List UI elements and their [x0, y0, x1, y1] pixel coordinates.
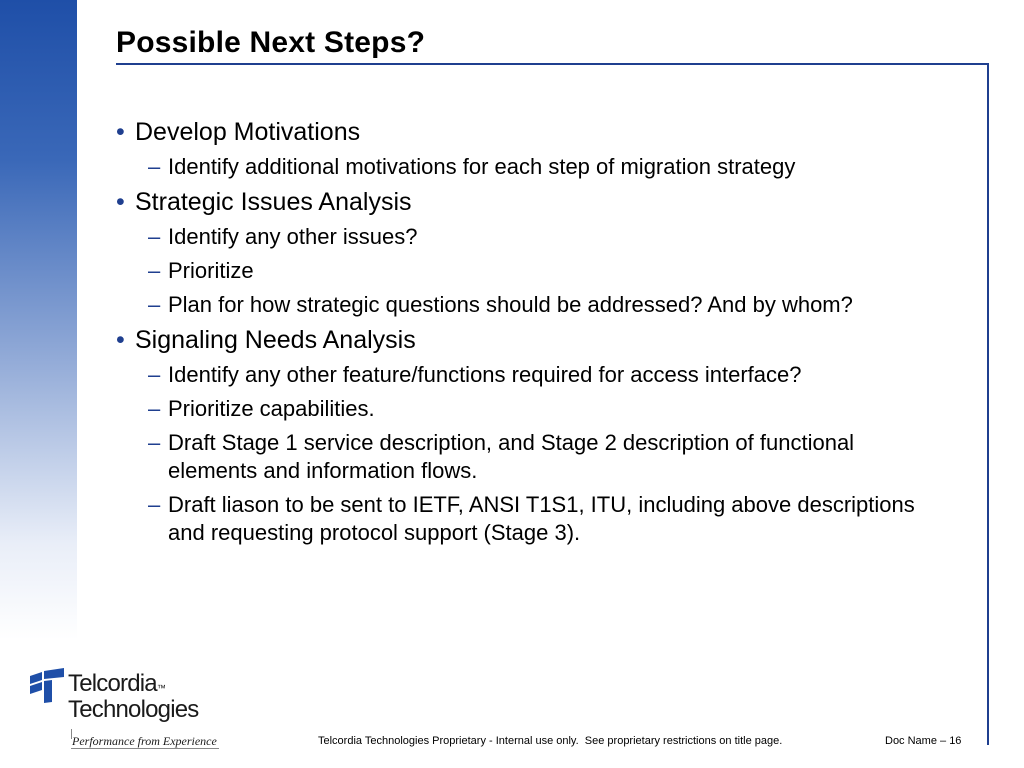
dash-icon: – [148, 430, 161, 455]
side-gradient-band [0, 0, 77, 640]
sub-bullet-item [116, 223, 946, 251]
dash-icon: – [148, 396, 161, 421]
company-logo [28, 668, 228, 753]
sub-bullet-item [116, 257, 946, 285]
bullet-icon: • [116, 188, 125, 216]
bullet-text: Signaling Needs Analysis [135, 326, 416, 354]
dash-icon: – [148, 362, 161, 387]
sub-bullet-item [116, 153, 946, 181]
sub-bullet-text: Identify any other issues? [168, 224, 418, 249]
bullet-icon: • [116, 326, 125, 354]
title-underline [116, 63, 988, 65]
sub-bullet-item [116, 291, 946, 319]
sub-bullet-text: Prioritize [168, 258, 254, 283]
sub-bullet-text: Draft Stage 1 service description, and Stage 2 description of functional elements and information flows. [168, 430, 855, 483]
sub-bullet-item [116, 395, 946, 423]
sub-bullet-text: Identify any other feature/functions required for access interface? [168, 362, 802, 387]
sub-bullet-item [116, 491, 946, 547]
bullet-item [116, 188, 946, 217]
sub-bullet-text: Identify additional motivations for each step of migration strategy [168, 154, 796, 179]
sub-bullet-text: Draft liason to be sent to IETF, ANSI T1S1, ITU, including above descriptions and requesting protocol support (Stage 3). [168, 492, 915, 545]
logo-wordmark-line2: Technologies [68, 696, 199, 723]
dash-icon: – [148, 224, 161, 249]
logo-divider-horizontal [71, 748, 219, 749]
bullet-icon: • [116, 118, 125, 146]
sub-bullet-item [116, 429, 946, 485]
footer-page-reference: Doc Name – 16 [885, 735, 962, 747]
logo-tagline: Performance from Experience [72, 734, 217, 748]
right-border-line [987, 63, 989, 745]
slide-title: Possible Next Steps? [116, 26, 426, 59]
sub-bullet-item [116, 361, 946, 389]
telcordia-logo-icon [28, 668, 66, 706]
bullet-item [116, 118, 946, 147]
trademark-symbol: ™ [156, 683, 166, 693]
sub-bullet-text: Plan for how strategic questions should be addressed? And by whom? [168, 292, 853, 317]
bullet-item [116, 326, 946, 355]
dash-icon: – [148, 258, 161, 283]
bullet-text: Strategic Issues Analysis [135, 188, 412, 216]
dash-icon: – [148, 292, 161, 317]
footer-proprietary-notice: Telcordia Technologies Proprietary - Internal use only. See proprietary restrictions on title page. [318, 735, 783, 747]
logo-line1-text: Telcordia [68, 670, 157, 697]
sub-bullet-text: Prioritize capabilities. [168, 396, 375, 421]
logo-wordmark-line1 [68, 670, 165, 698]
dash-icon: – [148, 154, 161, 179]
bullet-list [116, 118, 946, 547]
dash-icon: – [148, 492, 161, 517]
bullet-text: Develop Motivations [135, 118, 361, 146]
